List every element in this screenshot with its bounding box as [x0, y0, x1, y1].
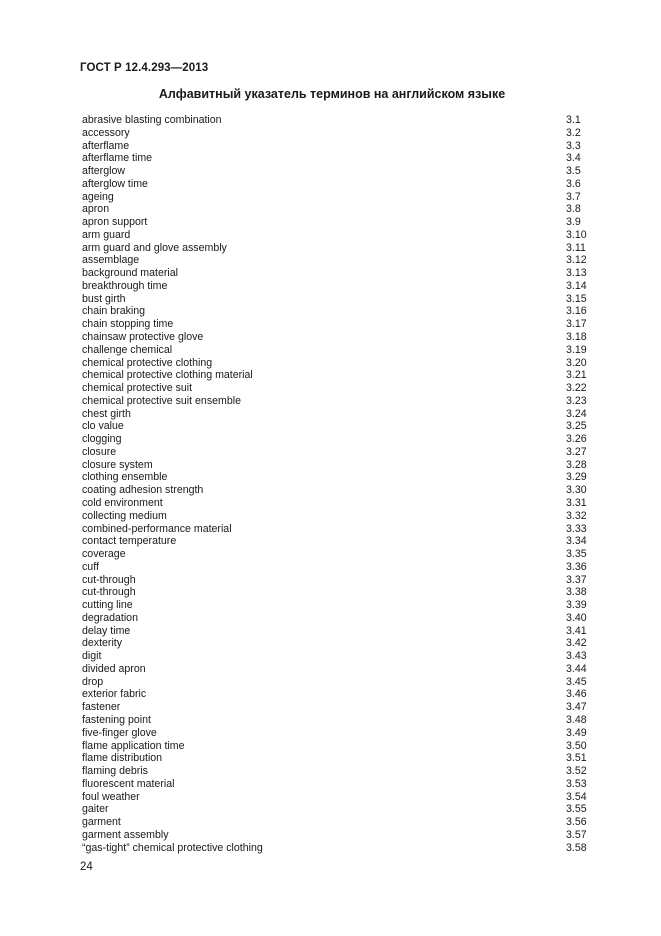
index-entry: [82, 829, 587, 842]
index-entry-term: afterflame time: [82, 152, 153, 165]
index-entry-ref: 3.27: [566, 445, 587, 458]
index-entry-ref: 3.29: [566, 471, 587, 484]
index-entry-term: foul weather: [82, 790, 140, 803]
index-entry: [82, 459, 587, 472]
index-entry-term: garment: [82, 816, 121, 829]
index-entry-term: drop: [82, 675, 104, 688]
index-entry: [82, 344, 587, 357]
index-entry: [82, 191, 587, 204]
index-entry: [82, 497, 587, 510]
index-entry: [82, 535, 587, 548]
index-entry-term: chain stopping time: [82, 318, 174, 331]
index-entry: [82, 318, 587, 331]
index-entry: [82, 254, 587, 267]
index-entry-term: garment assembly: [82, 828, 169, 841]
index-entry-term: afterflame: [82, 139, 130, 152]
index-entry: [82, 369, 587, 382]
index-entry-term: fastener: [82, 701, 121, 714]
index-entry-ref: 3.4: [566, 152, 581, 165]
index-entry-ref: 3.19: [566, 343, 587, 356]
index-entry: [82, 382, 587, 395]
index-entry: [82, 523, 587, 536]
index-entry: [82, 446, 587, 459]
index-entry-term: digit: [82, 650, 102, 663]
index-entry: [82, 599, 587, 612]
index-entry-ref: 3.43: [566, 650, 587, 663]
index-entry: [82, 267, 587, 280]
index-entry-ref: 3.22: [566, 382, 587, 395]
index-entry-ref: 3.39: [566, 599, 587, 612]
index-entry: [82, 152, 587, 165]
index-entry: [82, 574, 587, 587]
index-entry-term: combined-performance material: [82, 522, 232, 535]
index-entry-term: chemical protective clothing: [82, 356, 213, 369]
index-entry: [82, 676, 587, 689]
index-entry: [82, 663, 587, 676]
index-entry: [82, 280, 587, 293]
term-index-list: [82, 114, 587, 854]
index-entry: [82, 688, 587, 701]
index-entry: [82, 484, 587, 497]
index-entry: [82, 242, 587, 255]
index-entry: [82, 740, 587, 753]
index-entry-term: divided apron: [82, 662, 146, 675]
index-entry-ref: 3.53: [566, 777, 587, 790]
index-entry-term: breakthrough time: [82, 279, 168, 292]
index-entry-term: chemical protective suit: [82, 382, 193, 395]
index-entry-ref: 3.25: [566, 420, 587, 433]
index-entry-ref: 3.55: [566, 803, 587, 816]
index-entry-term: closure: [82, 445, 117, 458]
index-entry: [82, 842, 587, 855]
index-entry-ref: 3.38: [566, 586, 587, 599]
index-entry-ref: 3.57: [566, 828, 587, 841]
index-entry: [82, 650, 587, 663]
index-entry-term: degradation: [82, 611, 138, 624]
index-entry-ref: 3.34: [566, 535, 587, 548]
index-entry: [82, 752, 587, 765]
index-entry-ref: 3.5: [566, 165, 581, 178]
index-entry-term: cutting line: [82, 599, 133, 612]
index-entry-ref: 3.37: [566, 573, 587, 586]
page-number: 24: [80, 861, 93, 873]
index-entry-term: chemical protective clothing material: [82, 369, 253, 382]
index-entry: [82, 178, 587, 191]
index-entry-term: bust girth: [82, 292, 126, 305]
index-entry: [82, 127, 587, 140]
index-entry-ref: 3.50: [566, 739, 587, 752]
index-entry-ref: 3.40: [566, 611, 587, 624]
index-entry-ref: 3.54: [566, 790, 587, 803]
index-entry-ref: 3.35: [566, 548, 587, 561]
index-entry-ref: 3.45: [566, 675, 587, 688]
index-entry: [82, 433, 587, 446]
index-entry-ref: 3.1: [566, 114, 581, 126]
index-entry: [82, 395, 587, 408]
index-entry: [82, 612, 587, 625]
index-entry-term: cold environment: [82, 496, 163, 509]
index-entry-ref: 3.51: [566, 752, 587, 765]
index-entry: [82, 803, 587, 816]
index-entry-term: chemical protective suit ensemble: [82, 394, 241, 407]
index-entry-term: arm guard: [82, 228, 131, 241]
index-entry-term: gaiter: [82, 803, 109, 816]
index-entry-ref: 3.9: [566, 216, 581, 229]
index-entry-term: five-finger glove: [82, 726, 157, 739]
index-entry: [82, 216, 587, 229]
index-entry-term: coating adhesion strength: [82, 484, 204, 497]
index-title: Алфавитный указатель терминов на английском языке: [158, 87, 506, 101]
index-entry-ref: 3.23: [566, 394, 587, 407]
index-entry-ref: 3.56: [566, 816, 587, 829]
index-entry: [82, 140, 587, 153]
index-entry-term: afterglow: [82, 165, 125, 178]
index-entry-term: challenge chemical: [82, 343, 173, 356]
index-entry-term: arm guard and glove assembly: [82, 241, 227, 254]
index-entry-ref: 3.6: [566, 177, 581, 190]
index-entry-term: accessory: [82, 126, 130, 139]
index-entry-term: cut-through: [82, 573, 136, 586]
index-entry-ref: 3.2: [566, 126, 581, 139]
index-entry-term: delay time: [82, 624, 131, 637]
index-entry: [82, 714, 587, 727]
index-entry-ref: 3.12: [566, 254, 587, 267]
index-entry-term: afterglow time: [82, 177, 148, 190]
index-entry-ref: 3.21: [566, 369, 587, 382]
index-entry-ref: 3.46: [566, 688, 587, 701]
index-entry: [82, 625, 587, 638]
index-entry-term: clogging: [82, 433, 122, 446]
index-entry: [82, 637, 587, 650]
index-entry-term: coverage: [82, 548, 126, 561]
index-entry-ref: 3.3: [566, 139, 581, 152]
index-entry: [82, 561, 587, 574]
index-entry-ref: 3.16: [566, 305, 587, 318]
index-entry-term: exterior fabric: [82, 688, 147, 701]
index-entry-term: abrasive blasting combination: [82, 114, 222, 126]
index-entry-ref: 3.33: [566, 522, 587, 535]
index-entry-term: flaming debris: [82, 765, 148, 778]
index-entry-ref: 3.30: [566, 484, 587, 497]
index-entry: [82, 305, 587, 318]
index-entry: [82, 331, 587, 344]
index-entry: [82, 408, 587, 421]
index-entry-term: cuff: [82, 560, 99, 573]
index-entry-ref: 3.36: [566, 560, 587, 573]
index-entry-term: closure system: [82, 458, 153, 471]
index-entry: [82, 420, 587, 433]
index-entry: [82, 203, 587, 216]
index-entry: [82, 778, 587, 791]
document-id: ГОСТ Р 12.4.293—2013: [80, 62, 209, 74]
index-entry-ref: 3.20: [566, 356, 587, 369]
index-entry-ref: 3.18: [566, 331, 587, 344]
index-entry: [82, 114, 587, 127]
index-entry: [82, 765, 587, 778]
index-entry-term: clo value: [82, 420, 124, 433]
index-entry-term: contact temperature: [82, 535, 177, 548]
index-entry-term: fluorescent material: [82, 777, 175, 790]
index-entry-term: collecting medium: [82, 509, 167, 522]
index-entry: [82, 701, 587, 714]
index-entry: [82, 586, 587, 599]
index-entry-ref: 3.31: [566, 496, 587, 509]
index-entry-ref: 3.52: [566, 765, 587, 778]
index-entry-ref: 3.26: [566, 433, 587, 446]
index-entry: [82, 357, 587, 370]
index-entry-ref: 3.13: [566, 267, 587, 280]
index-entry-ref: 3.41: [566, 624, 587, 637]
index-entry-ref: 3.15: [566, 292, 587, 305]
index-entry-term: apron: [82, 203, 110, 216]
index-entry: [82, 229, 587, 242]
index-entry: [82, 293, 587, 306]
index-entry-term: background material: [82, 267, 178, 280]
index-entry-term: chain braking: [82, 305, 146, 318]
index-entry-ref: 3.14: [566, 279, 587, 292]
index-entry-term: clothing ensemble: [82, 471, 168, 484]
index-entry: [82, 816, 587, 829]
index-entry-ref: 3.17: [566, 318, 587, 331]
index-entry: [82, 727, 587, 740]
index-entry-ref: 3.10: [566, 228, 587, 241]
index-entry-term: chainsaw protective glove: [82, 331, 204, 344]
index-entry-ref: 3.7: [566, 190, 581, 203]
index-entry-ref: 3.49: [566, 726, 587, 739]
index-entry-term: apron support: [82, 216, 148, 229]
index-entry-term: chest girth: [82, 407, 131, 420]
index-entry-ref: 3.48: [566, 713, 587, 726]
index-entry-term: ageing: [82, 190, 114, 203]
index-entry-ref: 3.58: [566, 841, 587, 854]
index-entry: [82, 548, 587, 561]
index-entry-term: “gas-tight” chemical protective clothing: [82, 841, 263, 854]
index-entry-ref: 3.47: [566, 701, 587, 714]
index-entry: [82, 165, 587, 178]
index-entry-term: flame application time: [82, 739, 185, 752]
index-entry: [82, 510, 587, 523]
index-entry-term: fastening point: [82, 713, 151, 726]
index-entry-ref: 3.32: [566, 509, 587, 522]
index-entry-term: assemblage: [82, 254, 140, 267]
index-entry-ref: 3.8: [566, 203, 581, 216]
index-entry-term: flame distribution: [82, 752, 163, 765]
index-entry-term: dexterity: [82, 637, 123, 650]
index-entry: [82, 471, 587, 484]
index-entry-ref: 3.42: [566, 637, 587, 650]
index-entry-ref: 3.28: [566, 458, 587, 471]
index-entry-ref: 3.44: [566, 662, 587, 675]
index-entry-term: cut-through: [82, 586, 136, 599]
index-entry-ref: 3.24: [566, 407, 587, 420]
index-entry-ref: 3.11: [566, 241, 586, 254]
index-entry: [82, 791, 587, 804]
